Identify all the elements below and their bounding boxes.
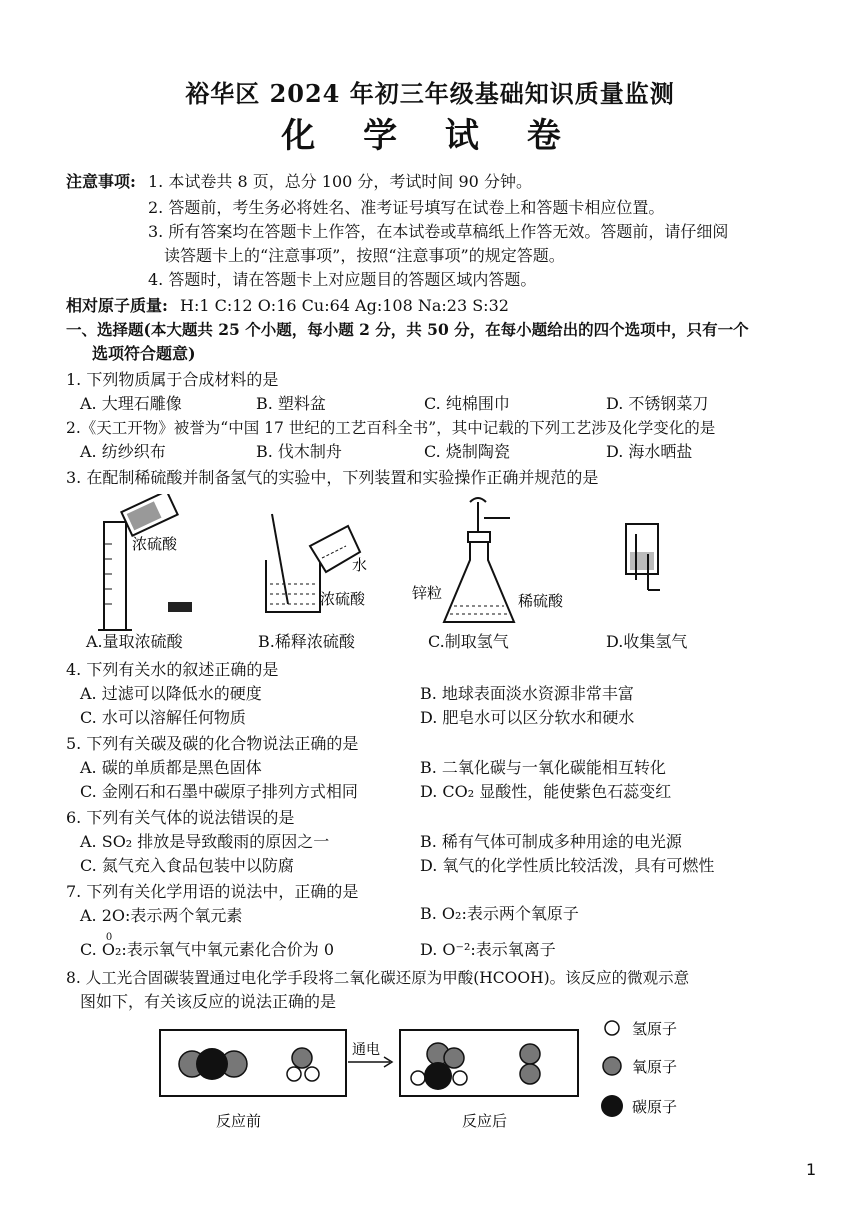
valence-superscript: 0: [105, 932, 113, 943]
question-1-stem: 1. 下列物质属于合成材料的是: [66, 370, 279, 389]
question-2-stem: 2.《天工开物》被誉为“中国 17 世纪的工艺百科全书”，其中记载的下列工艺涉及化学变化的是: [66, 419, 716, 437]
fig-b-label-acid: 浓硫酸: [320, 590, 366, 608]
option-a: A. 纺纱织布: [80, 442, 166, 461]
option-c: C. 氮气充入食品包装中以防腐: [80, 856, 294, 875]
apparatus-figures: [70, 494, 790, 634]
arrow-label: 通电: [352, 1042, 380, 1058]
exam-title: 裕华区 2024 年初三年级基础知识质量监测: [185, 79, 675, 108]
measuring-cylinder-icon: [98, 494, 192, 630]
fig-b-label-water: 水: [352, 556, 368, 574]
fig-c-label-acid: 稀硫酸: [518, 592, 564, 610]
question-6-stem: 6. 下列有关气体的说法错误的是: [66, 808, 295, 827]
option-d: D.收集氢气: [606, 632, 688, 651]
notice-label: 注意事项:: [66, 172, 136, 191]
before-label: 反应前: [216, 1112, 262, 1130]
section-heading-cont: 选项符合题意): [92, 344, 196, 363]
option-a: A. 过滤可以降低水的硬度: [80, 684, 262, 703]
option-d: D. CO₂ 显酸性，能使紫色石蕊变红: [420, 782, 672, 801]
notice-item: 4. 答题时，请在答题卡上对应题目的答题区域内答题。: [148, 270, 537, 289]
option-d: D. O⁻²:表示氧离子: [420, 940, 556, 959]
option-d: D. 肥皂水可以区分软水和硬水: [420, 708, 635, 727]
option-a: A. 碳的单质都是黑色固体: [80, 758, 262, 777]
question-4-stem: 4. 下列有关水的叙述正确的是: [66, 660, 279, 679]
notice-item: 读答题卡上的“注意事项”，按照“注意事项”的规定答题。: [164, 246, 565, 265]
conical-flask-icon: [444, 498, 514, 622]
option-b: B. 伐木制舟: [256, 442, 342, 461]
option-c: C. 纯棉围巾: [424, 394, 510, 413]
question-7-stem: 7. 下列有关化学用语的说法中，正确的是: [66, 882, 359, 901]
option-a: A. 2O:表示两个氧元素: [80, 906, 243, 925]
option-c: C. 烧制陶瓷: [424, 442, 510, 461]
section-heading: 一、选择题(本大题共 25 个小题，每小题 2 分，共 50 分，在每小题给出的四个选项中，只有一个: [66, 320, 749, 339]
question-5-stem: 5. 下列有关碳及碳的化合物说法正确的是: [66, 734, 359, 753]
notice-item: 2. 答题前，考生务必将姓名、准考证号填写在试卷上和答题卡相应位置。: [148, 198, 665, 217]
page-number: 1: [806, 1160, 817, 1179]
legend-oxygen: 氧原子: [632, 1058, 678, 1076]
option-b: B. 二氧化碳与一氧化碳能相互转化: [420, 758, 666, 777]
fig-c-label-zinc: 锌粒: [412, 584, 443, 602]
notice-item: 1. 本试卷共 8 页，总分 100 分，考试时间 90 分钟。: [148, 172, 532, 191]
option-c: [80, 932, 335, 960]
option-d: D. 不锈钢菜刀: [606, 394, 709, 413]
option-c: C.制取氢气: [428, 632, 509, 651]
option-a: A. SO₂ 排放是导致酸雨的原因之一: [80, 832, 330, 851]
gas-collection-bottle-icon: [626, 524, 660, 590]
option-c-prefix: C.: [80, 940, 102, 959]
question-8-stem-cont: 图如下，有关该反应的说法正确的是: [80, 992, 337, 1011]
exam-subject: 化 学 试 卷: [281, 116, 579, 156]
after-label: 反应后: [462, 1112, 508, 1130]
option-b: B.稀释浓硫酸: [258, 632, 355, 651]
question-8-stem: 8. 人工光合固碳装置通过电化学手段将二氧化碳还原为甲酸(HCOOH)。该反应的微观示意: [66, 969, 690, 987]
legend-carbon: 碳原子: [632, 1098, 678, 1116]
option-b: B. O₂:表示两个氧原子: [420, 904, 579, 923]
atomic-mass-label: 相对原子质量:: [66, 296, 168, 315]
notice-item: 3. 所有答案均在答题卡上作答，在本试卷或草稿纸上作答无效。答题前，请仔细阅: [148, 222, 729, 241]
legend-hydrogen: 氢原子: [632, 1020, 678, 1038]
option-b: B. 地球表面淡水资源非常丰富: [420, 684, 634, 703]
option-c-text: O₂:表示氧气中氧元素化合价为 0: [101, 940, 335, 959]
option-a: A. 大理石雕像: [80, 394, 182, 413]
option-c: C. 金刚石和石墨中碳原子排列方式相同: [80, 782, 358, 801]
option-d: D. 氧气的化学性质比较活泼，具有可燃性: [420, 856, 715, 875]
option-c: C. 水可以溶解任何物质: [80, 708, 246, 727]
question-3-stem: 3. 在配制稀硫酸并制备氢气的实验中，下列装置和实验操作正确并规范的是: [66, 468, 599, 487]
atomic-mass-values: H:1 C:12 O:16 Cu:64 Ag:108 Na:23 S:32: [180, 296, 509, 315]
option-a: A.量取浓硫酸: [86, 632, 183, 651]
option-b: B. 稀有气体可制成多种用途的电光源: [420, 832, 682, 851]
fig-a-label: 浓硫酸: [132, 535, 178, 553]
option-b: B. 塑料盆: [256, 394, 326, 413]
option-d: D. 海水晒盐: [606, 442, 693, 461]
reaction-diagram: [150, 1014, 710, 1134]
